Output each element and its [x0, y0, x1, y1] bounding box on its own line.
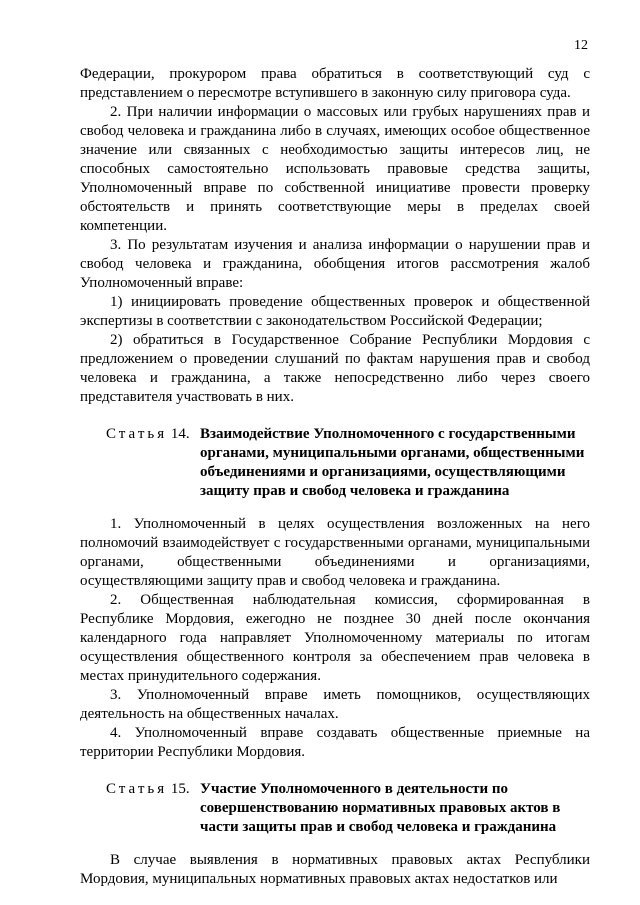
article-14-heading — [80, 425, 590, 501]
article-word: Статья — [106, 426, 168, 442]
article-number: 14. — [170, 426, 190, 442]
paragraph: 4. Уполномоченный вправе создавать общественные приемные на территории Республики Мордовия. — [80, 725, 590, 760]
article-label — [80, 425, 200, 501]
article-title: Взаимодействие Уполномоченного с государственными органами, муниципальными органами, общественными объединениями и организациями, осуществляющими защиту прав и свобод человека и гражданина — [200, 426, 585, 499]
paragraph: 3. По результатам изучения и анализа информации о нарушении прав и свобод человека и гражданина, обобщения итогов рассмотрения жалоб Уполномоченный вправе: — [80, 237, 590, 291]
article-word: Статья — [106, 781, 168, 797]
paragraph: 2. При наличии информации о массовых или грубых нарушениях прав и свобод человека и гражданина либо в случаях, имеющих особое общественное значение или связанных с необходимостью защиты интересов лиц, не способных самостоятельно использовать правовые средства защиты, Уполномоченный вправе по собственной инициативе провести проверку обстоятельств и принять соответствующие меры в пределах своей компетенции. — [80, 104, 590, 234]
paragraph: 2. Общественная наблюдательная комиссия, сформированная в Республике Мордовия, ежегодно не позднее 30 дней после окончания календарного года направляет Уполномоченному материалы по итогам осуществления общественного контроля за обеспечением прав человека в местах принудительного содержания. — [80, 592, 590, 684]
article-title: Участие Уполномоченного в деятельности по совершенствованию нормативных правовых актов в части защиты прав и свобод человека и гражданина — [200, 781, 561, 835]
paragraph: Федерации, прокурором права обратиться в соответствующий суд с представлением о пересмотре вступившего в законную силу приговора суда. — [80, 66, 590, 101]
article-number: 15. — [170, 781, 190, 797]
paragraph: 1. Уполномоченный в целях осуществления возложенных на него полномочий взаимодействует с государственными органами, муниципальными органами, общественными объединениями и организациями, осуществляющими защиту прав и свобод человека и гражданина. — [80, 516, 590, 589]
paragraph: 3. Уполномоченный вправе иметь помощников, осуществляющих деятельность на общественных началах. — [80, 687, 590, 722]
article-15-heading — [80, 780, 590, 837]
list-item: 1) инициировать проведение общественных проверок и общественной экспертизы в соответствии с законодательством Российской Федерации; — [80, 294, 590, 329]
document-body — [80, 65, 590, 889]
list-item: 2) обратиться в Государственное Собрание Республики Мордовия с предложением о проведении слушаний по фактам нарушения прав и свобод человека и гражданина, а также непосредственно либо через своего представителя участвовать в них. — [80, 332, 590, 405]
page-number: 12 — [574, 38, 588, 53]
paragraph: В случае выявления в нормативных правовых актах Республики Мордовия, муниципальных нормативных правовых актах недостатков или — [80, 852, 590, 887]
article-label — [80, 780, 200, 837]
